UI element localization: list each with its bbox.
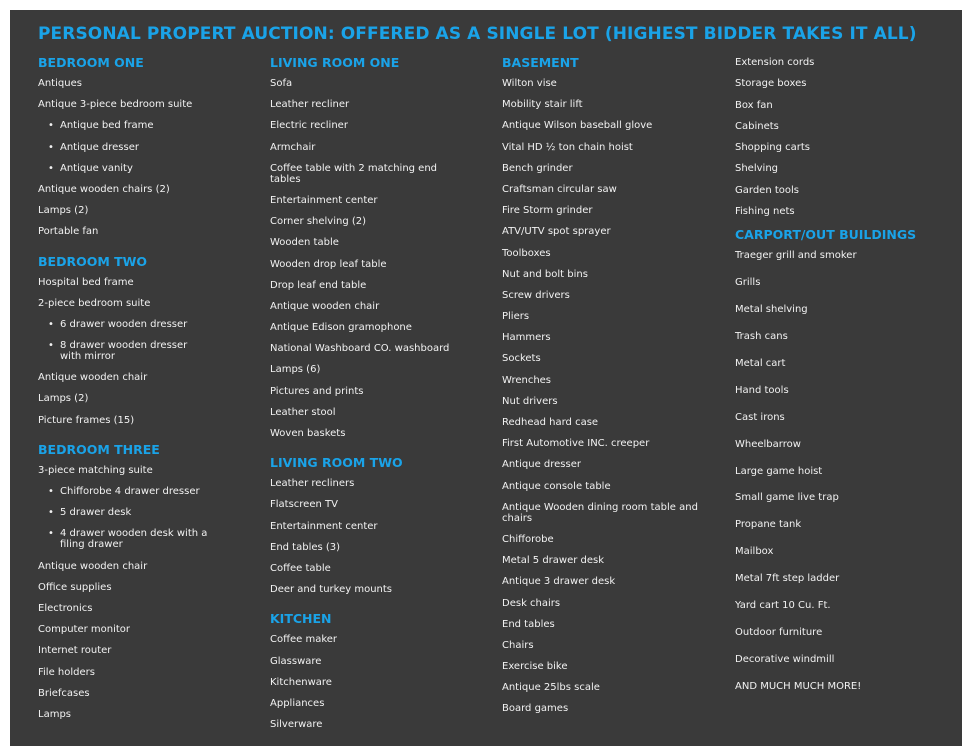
list-item: Fire Storm grinder xyxy=(502,205,593,217)
list-item: Lamps (2) xyxy=(38,205,89,217)
section-heading-bedroom-two: BEDROOM TWO xyxy=(38,253,148,269)
list-item: Kitchenware xyxy=(270,676,332,688)
section-heading-kitchen: KITCHEN xyxy=(270,611,332,627)
carport-list xyxy=(735,250,935,691)
list-item: Vital HD ½ ton chain hoist xyxy=(502,141,633,153)
list-item: Portable fan xyxy=(38,226,99,238)
list-item: Metal cart xyxy=(735,357,786,369)
list-item: Antique Wooden dining room table and chairs xyxy=(502,501,698,524)
list-item: Wooden drop leaf table xyxy=(270,258,387,270)
list-item: Deer and turkey mounts xyxy=(270,584,393,596)
list-item: Silverware xyxy=(270,719,323,731)
list-item: Hammers xyxy=(502,332,551,344)
list-item: Sockets xyxy=(502,353,541,365)
list-item: Bench grinder xyxy=(502,162,573,174)
section-heading-living-room-one: LIVING ROOM ONE xyxy=(270,55,400,70)
list-item: Propane tank xyxy=(735,519,802,531)
list-subitem: • Antique bed frame xyxy=(38,120,238,131)
list-item: Cabinets xyxy=(735,120,779,132)
list-item: First Automotive INC. creeper xyxy=(502,438,650,450)
list-item: Mobility stair lift xyxy=(502,99,583,111)
list-item: Box fan xyxy=(735,99,773,111)
list-item: Flatscreen TV xyxy=(270,499,338,511)
list-item: Electronics xyxy=(38,602,93,614)
list-item: Corner shelving (2) xyxy=(270,216,367,228)
list-item: Entertainment center xyxy=(270,520,378,532)
list-item: Nut drivers xyxy=(502,395,558,407)
list-item: Nut and bolt bins xyxy=(502,268,588,280)
list-item: Appliances xyxy=(270,697,325,709)
list-item: Grills xyxy=(735,277,761,289)
list-item: ATV/UTV spot sprayer xyxy=(502,226,611,238)
list-item: Wheelbarrow xyxy=(735,438,801,450)
column-2 xyxy=(270,55,470,740)
list-item: Picture frames (15) xyxy=(38,414,135,426)
list-item: 3-piece matching suite xyxy=(38,464,153,476)
list-item: Decorative windmill xyxy=(735,653,835,665)
list-item: Leather stool xyxy=(270,406,336,418)
list-item: Lamps (2) xyxy=(38,393,89,405)
list-item: Antique dresser xyxy=(502,459,581,471)
list-item: Metal 5 drawer desk xyxy=(502,555,605,567)
list-item: Outdoor furniture xyxy=(735,626,823,638)
list-item: National Washboard CO. washboard xyxy=(270,343,450,355)
list-item: Wilton vise xyxy=(502,78,557,89)
list-item: 2-piece bedroom suite xyxy=(38,297,151,309)
list-item: Pictures and prints xyxy=(270,385,364,397)
list-item: Wrenches xyxy=(502,374,552,386)
list-item: Glassware xyxy=(270,655,322,667)
list-item: Shopping carts xyxy=(735,142,811,154)
section-heading-bedroom-one: BEDROOM ONE xyxy=(38,55,144,70)
page-title: PERSONAL PROPERT AUCTION: OFFERED AS A SINGLE LOT (HIGHEST BIDDER TAKES IT ALL) xyxy=(38,24,917,44)
list-item: Chifforobe xyxy=(502,533,554,545)
list-subitem: • 6 drawer wooden dresser xyxy=(38,319,238,330)
list-item: Antique Wilson baseball glove xyxy=(502,120,653,132)
list-item: Pliers xyxy=(502,311,530,323)
list-item: Armchair xyxy=(270,141,316,153)
list-item: Antique 3 drawer desk xyxy=(502,576,616,588)
list-item: Garden tools xyxy=(735,184,799,196)
list-item: Wooden table xyxy=(270,237,339,249)
list-item: Leather recliner xyxy=(270,99,350,111)
list-subitem: • Antique vanity xyxy=(38,163,238,174)
section-heading-bedroom-three: BEDROOM THREE xyxy=(38,441,160,457)
list-item: Trash cans xyxy=(735,331,788,343)
list-item: Computer monitor xyxy=(38,624,131,636)
list-subitem: • Antique dresser xyxy=(38,142,238,153)
column-1 xyxy=(38,55,238,730)
section-heading-basement: BASEMENT xyxy=(502,55,579,70)
list-item: Antique Edison gramophone xyxy=(270,322,412,334)
list-item: Briefcases xyxy=(38,687,90,699)
list-item: Fishing nets xyxy=(735,206,795,218)
list-item: File holders xyxy=(38,666,95,678)
list-item: Electric recliner xyxy=(270,120,348,132)
list-item: Antique wooden chair xyxy=(38,560,148,572)
list-item: Antiques xyxy=(38,78,82,89)
list-item: Extension cords xyxy=(735,57,815,68)
section-heading-living-room-two: LIVING ROOM TWO xyxy=(270,455,403,471)
list-item: Yard cart 10 Cu. Ft. xyxy=(735,599,831,611)
list-item: Screw drivers xyxy=(502,289,570,301)
list-item: Sofa xyxy=(270,78,293,89)
list-item: Coffee table with 2 matching end tables xyxy=(270,162,438,185)
list-subitem: • 5 drawer desk xyxy=(38,507,238,518)
list-item: Coffee maker xyxy=(270,634,338,646)
list-item: End tables xyxy=(502,618,555,630)
list-item: Metal shelving xyxy=(735,304,808,316)
section-heading-carport: CARPORT/OUT BUILDINGS xyxy=(735,227,917,243)
list-item: Antique console table xyxy=(502,480,611,492)
list-item: Hospital bed frame xyxy=(38,276,134,288)
list-item: Antique wooden chairs (2) xyxy=(38,183,170,195)
list-item: Drop leaf end table xyxy=(270,279,367,291)
list-item: Antique 3-piece bedroom suite xyxy=(38,99,193,111)
list-item: Toolboxes xyxy=(502,247,551,259)
list-item: Antique wooden chair xyxy=(270,300,380,312)
list-item: Chairs xyxy=(502,639,534,651)
list-item: Desk chairs xyxy=(502,597,561,609)
list-item: Small game live trap xyxy=(735,492,839,504)
list-item: Woven baskets xyxy=(270,428,346,439)
list-subitem: • 8 drawer wooden dresser with mirror xyxy=(38,340,210,362)
list-item: Cast irons xyxy=(735,411,785,423)
flyer-panel xyxy=(10,10,962,746)
column-3 xyxy=(502,55,702,725)
list-subitem: • Chifforobe 4 drawer dresser xyxy=(38,486,238,497)
list-item: Lamps (6) xyxy=(270,364,321,376)
list-item: Board games xyxy=(502,703,569,715)
list-item: Metal 7ft step ladder xyxy=(735,573,840,585)
list-item: Redhead hard case xyxy=(502,417,599,428)
list-item: Mailbox xyxy=(735,546,774,558)
list-item: Storage boxes xyxy=(735,78,807,90)
list-item: Office supplies xyxy=(38,581,112,593)
list-item: Entertainment center xyxy=(270,194,378,206)
list-item: Craftsman circular saw xyxy=(502,183,617,195)
list-item: Leather recliners xyxy=(270,478,355,490)
list-item: Internet router xyxy=(38,645,112,657)
list-item: Lamps xyxy=(38,708,71,720)
list-item: Large game hoist xyxy=(735,465,823,477)
list-item: Coffee table xyxy=(270,562,331,574)
list-item: Exercise bike xyxy=(502,661,568,673)
list-item: AND MUCH MUCH MORE! xyxy=(735,680,862,692)
list-item: Antique wooden chair xyxy=(38,372,148,384)
list-item: End tables (3) xyxy=(270,541,341,553)
column-4 xyxy=(735,57,935,708)
list-subitem: • 4 drawer wooden desk with a filing drawer xyxy=(38,528,220,550)
list-item: Antique 25lbs scale xyxy=(502,682,600,694)
list-item: Shelving xyxy=(735,163,778,175)
list-item: Traeger grill and smoker xyxy=(735,250,857,262)
list-item: Hand tools xyxy=(735,384,789,396)
